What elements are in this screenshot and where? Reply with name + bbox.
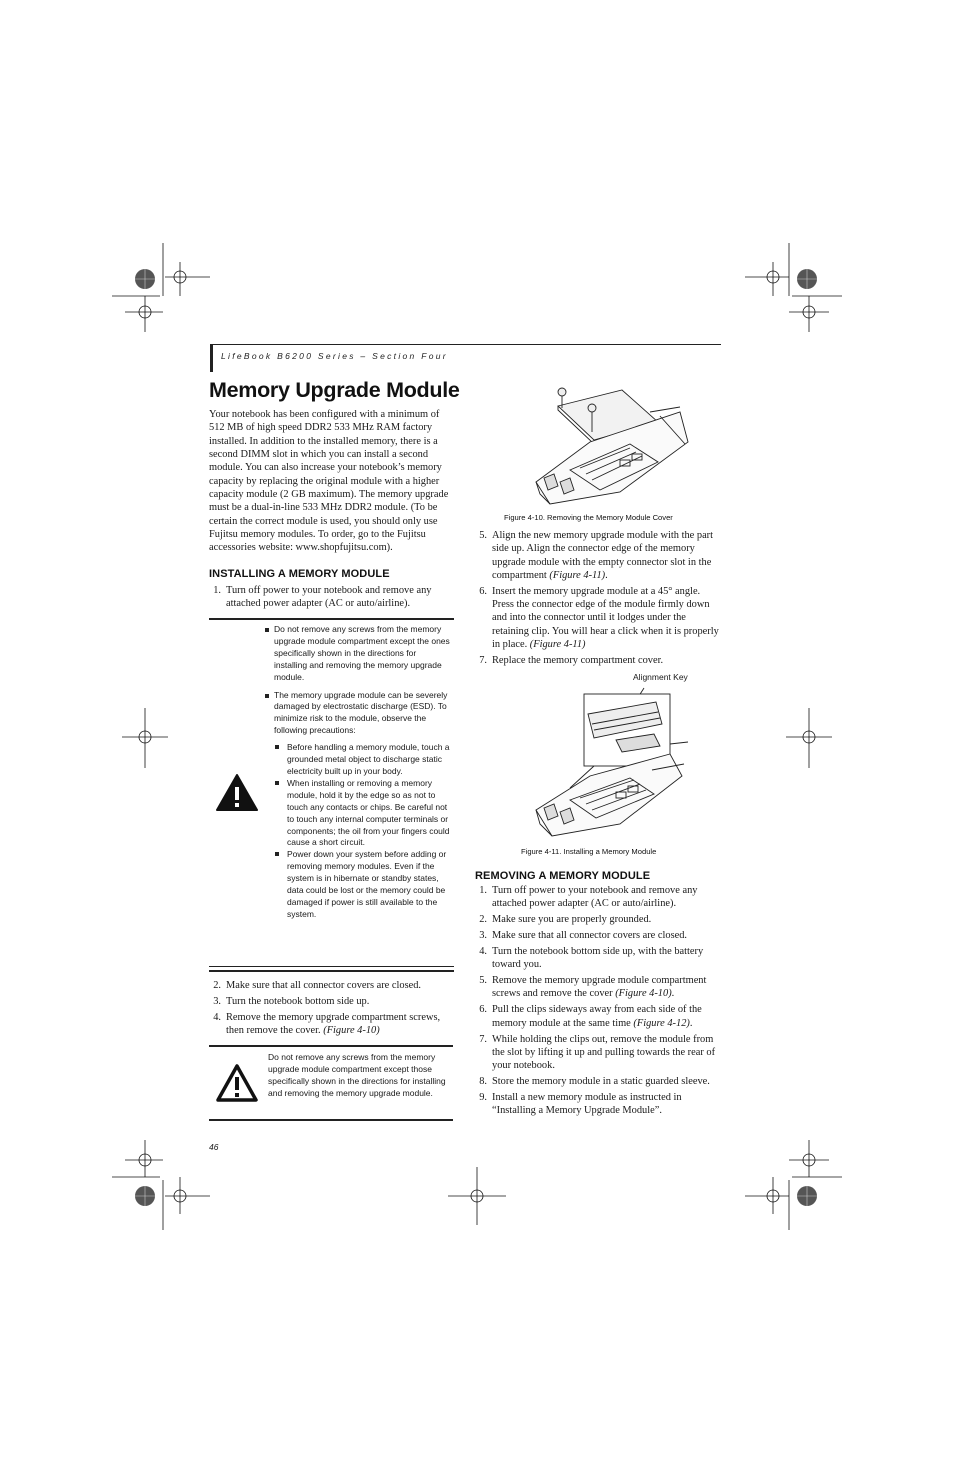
step-text-tail: . bbox=[605, 569, 608, 581]
step-number: 6. bbox=[479, 585, 487, 597]
step-text: Remove the memory upgrade module compartment screws and remove the cover bbox=[492, 975, 707, 1000]
bullet-square bbox=[265, 628, 269, 632]
figure-4-10-caption: Figure 4-10. Removing the Memory Module Cover bbox=[504, 513, 673, 522]
installing-steps-b bbox=[209, 979, 454, 1040]
list-item bbox=[475, 1091, 721, 1118]
warning-bullet bbox=[265, 690, 450, 921]
installing-steps-c bbox=[475, 529, 721, 670]
warning-bottom-rule-2 bbox=[209, 970, 454, 972]
caution-text: Do not remove any screws from the memory upgrade module compartment except those specifically shown in the directions for installing and removing the memory upgrade module. bbox=[268, 1052, 446, 1098]
step-text: Insert the memory upgrade module at a 45° angle. Press the connector edge of the module firmly down and into the connector until it lodges under the retaining clip. You will hear a click when it is properly in place. bbox=[492, 585, 719, 650]
warning-top-rule bbox=[209, 618, 454, 620]
warning-text bbox=[265, 624, 450, 927]
warning-sub-bullet bbox=[274, 849, 450, 920]
step-number: 2. bbox=[479, 914, 487, 926]
step-number: 9. bbox=[479, 1091, 487, 1103]
warning-bottom-rule-1 bbox=[209, 966, 454, 967]
step-text-tail: . bbox=[689, 1017, 693, 1029]
list-item bbox=[209, 995, 454, 1008]
step-number: 2. bbox=[213, 980, 221, 991]
warning-sub-bullet-text: Before handling a memory module, touch a grounded metal object to discharge static electricity built up in your body. bbox=[287, 742, 450, 776]
list-item bbox=[475, 1033, 721, 1073]
header-tick bbox=[210, 344, 213, 372]
figure-reference: (Figure 4-11) bbox=[549, 569, 606, 581]
list-item bbox=[475, 585, 721, 651]
step-number: 4. bbox=[479, 945, 487, 957]
list-item bbox=[209, 979, 454, 992]
removing-heading: REMOVING A MEMORY MODULE bbox=[475, 870, 651, 882]
step-text: Turn off power to your notebook and remove any attached power adapter (AC or auto/airline). bbox=[492, 885, 698, 910]
warning-sub-bullet bbox=[274, 778, 450, 849]
list-item bbox=[209, 584, 454, 611]
bullet-square bbox=[275, 781, 279, 785]
figure-reference: (Figure 4-10) bbox=[323, 1025, 380, 1037]
warning-bullet-text: The memory upgrade module can be severely damaged by electrostatic discharge (ESD). To minimize risk to the module, observe the following precautions: bbox=[274, 689, 448, 736]
list-item bbox=[475, 884, 721, 911]
list-item bbox=[475, 974, 721, 1001]
running-header: LifeBook B6200 Series – Section Four bbox=[221, 351, 448, 361]
figure-reference: (Figure 4-10) bbox=[615, 988, 672, 1000]
step-text: Make sure that all connector covers are closed. bbox=[226, 980, 422, 991]
alignment-key-label: Alignment Key bbox=[633, 672, 688, 682]
list-item bbox=[475, 945, 721, 972]
installing-heading: INSTALLING A MEMORY MODULE bbox=[209, 568, 390, 580]
step-number: 7. bbox=[479, 654, 487, 666]
step-text: Replace the memory compartment cover. bbox=[492, 654, 664, 666]
warning-bullet-text: Do not remove any screws from the memory upgrade module compartment except the ones specifically shown in the directions for installing and removing the memory upgrade module. bbox=[274, 624, 450, 682]
step-text: Store the memory module in a static guarded sleeve. bbox=[492, 1076, 710, 1088]
step-number: 5. bbox=[479, 975, 487, 987]
list-item bbox=[475, 1075, 721, 1088]
step-number: 1. bbox=[213, 585, 221, 596]
warning-icon bbox=[215, 773, 259, 813]
step-text: While holding the clips out, remove the module from the slot by lifting it up and pulling towards the rear of your notebook. bbox=[492, 1033, 716, 1072]
page-title: Memory Upgrade Module bbox=[209, 378, 460, 402]
step-number: 1. bbox=[479, 885, 487, 896]
figure-reference: (Figure 4-12) bbox=[633, 1017, 690, 1029]
warning-sub-bullet-text: Power down your system before adding or removing memory modules. Even if the system is in hibernate or standby states, data could be lost or the memory could be damaged if power is still available to the system. bbox=[287, 849, 447, 919]
caution-bottom-rule bbox=[209, 1119, 453, 1121]
step-text: Remove the memory upgrade compartment screws, then remove the cover. bbox=[226, 1011, 441, 1037]
list-item bbox=[475, 929, 721, 942]
step-number: 3. bbox=[213, 995, 221, 1007]
figure-4-10-illustration bbox=[530, 382, 690, 507]
caution-top-rule bbox=[209, 1045, 453, 1047]
bullet-square bbox=[275, 745, 279, 749]
figure-4-11-illustration bbox=[530, 684, 690, 840]
removing-steps bbox=[475, 884, 721, 1120]
step-number: 5. bbox=[479, 530, 487, 541]
list-item bbox=[475, 1003, 721, 1030]
step-number: 4. bbox=[213, 1011, 221, 1023]
step-text: Align the new memory upgrade module with the part side up. Align the connector edge of the memory upgrade module with the empty connector slot in the compartment bbox=[492, 530, 714, 581]
figure-4-11-caption: Figure 4-11. Installing a Memory Module bbox=[521, 847, 657, 856]
list-item bbox=[475, 529, 721, 582]
step-text: Make sure that all connector covers are closed. bbox=[492, 930, 688, 942]
step-number: 8. bbox=[479, 1076, 487, 1088]
step-text: Install a new memory module as instructed in “Installing a Memory Upgrade Module”. bbox=[492, 1091, 682, 1117]
step-text: Pull the clips sideways away from each side of the memory module at the same time bbox=[492, 1004, 702, 1029]
list-item bbox=[475, 913, 721, 926]
installing-steps-a bbox=[209, 584, 454, 613]
bullet-square bbox=[275, 852, 279, 856]
step-text: Turn the notebook bottom side up. bbox=[226, 995, 370, 1007]
intro-paragraph: Your notebook has been configured with a minimum of 512 MB of high speed DDR2 533 MHz RAM factory installed. In addition to the installed memory, there is a second DIMM slot in which you can install a second module. You can also increase your notebook’s memory capacity by replacing the original module with a higher capacity module (2 GB maximum). The memory upgrade must be a dual-in-line 533 MHz DDR2 module. (To be certain the correct module is used, you should only use Fujitsu memory modules. To order, go to the Fujitsu accessories website: www.shopfujitsu.com). bbox=[209, 409, 449, 554]
step-number: 7. bbox=[479, 1033, 487, 1045]
list-item bbox=[475, 654, 721, 667]
step-text: Turn the notebook bottom side up, with the battery toward you. bbox=[492, 945, 704, 971]
bullet-square bbox=[265, 694, 269, 698]
warning-bullet bbox=[265, 624, 450, 684]
step-text: Turn off power to your notebook and remove any attached power adapter (AC or auto/airline). bbox=[226, 585, 432, 610]
warning-sub-bullet-text: When installing or removing a memory module, hold it by the edge so as not to touch any contacts or chips. Be careful not to touch any internal computer terminals or components; the oil from your fingers could cause a short circuit. bbox=[287, 777, 450, 848]
step-text-tail: . bbox=[671, 988, 675, 1000]
header-rule bbox=[211, 344, 721, 345]
step-text: Make sure you are properly grounded. bbox=[492, 914, 652, 926]
step-number: 3. bbox=[479, 930, 487, 942]
page-number: 46 bbox=[209, 1142, 219, 1152]
list-item bbox=[209, 1011, 454, 1038]
figure-reference: (Figure 4-11) bbox=[529, 638, 586, 650]
warning-sub-bullet bbox=[274, 742, 450, 778]
step-number: 6. bbox=[479, 1004, 487, 1016]
caution-icon bbox=[215, 1063, 259, 1103]
